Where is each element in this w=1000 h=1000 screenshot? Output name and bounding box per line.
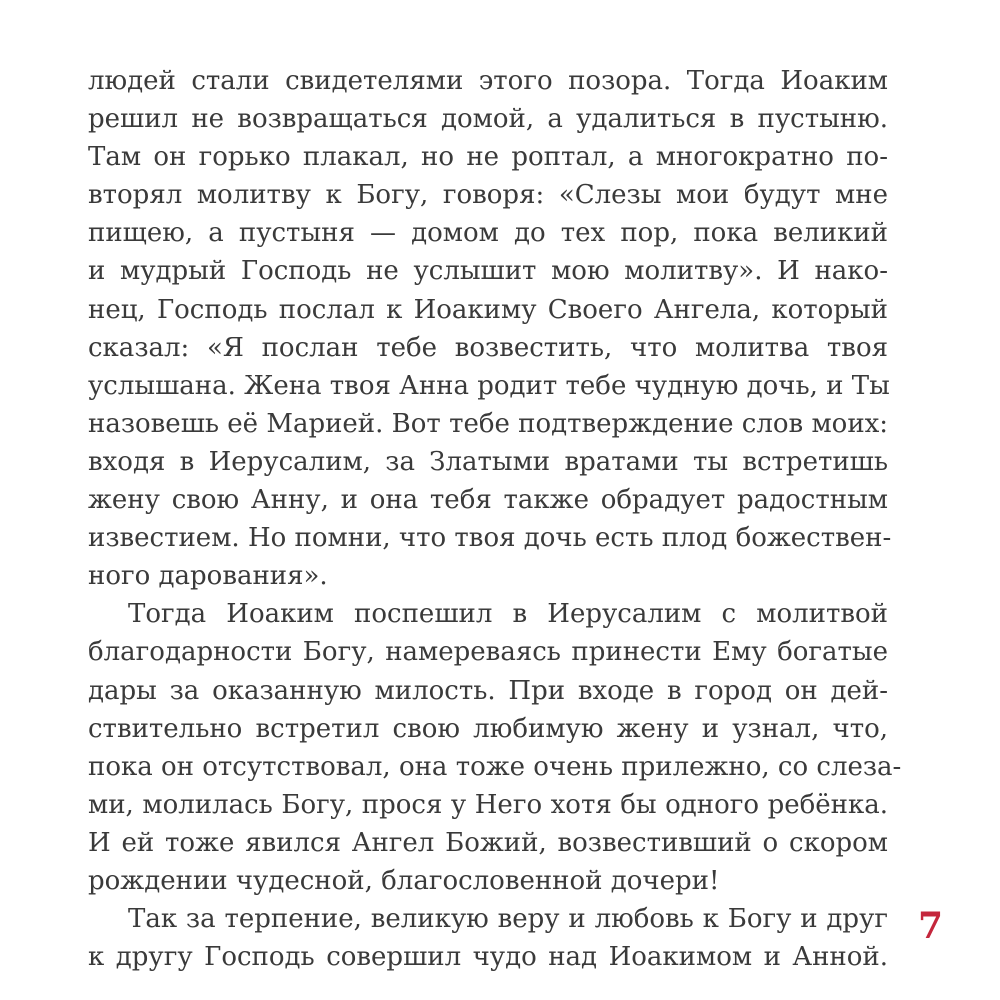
text-line: вторял молитву к Богу, говоря: «Слезы мои будут мне [88,180,888,211]
body-text [88,62,902,976]
text-line: нец, Господь послал к Иоакиму Своего Ангела, который [88,294,888,325]
text-line: назовешь её Марией. Вот тебе подтверждение слов моих: [88,408,889,439]
text-line: входя в Иерусалим, за Златыми вратами ты встретишь [88,446,888,477]
text-line: пищею, а пустыня — домом до тех пор, пока великий [88,218,888,249]
text-line: жену свою Анну, и она тебя также обрадует радостным [88,485,888,516]
paragraph [88,595,902,900]
text-line: Так за терпение, великую веру и любовь к Богу и друг [128,904,888,935]
text-line: решил не возвращаться домой, а удалиться в пустыню. [88,104,888,135]
text-line: благодарности Богу, намереваясь принести Ему богатые [88,637,888,668]
text-line: пока он отсутствовал, она тоже очень прилежно, со слеза- [88,751,902,782]
text-line: и мудрый Господь не услышит мою молитву». И нако- [88,256,888,287]
text-line: людей стали свидетелями этого позора. Тогда Иоаким [88,66,888,96]
text-line: Там он горько плакал, но не роптал, а многократно по- [88,142,888,173]
page-number: 7 [918,905,944,947]
text-line: И ей тоже явился Ангел Божий, возвестивший о скором [88,827,888,858]
text-line: сказал: «Я послан тебе возвестить, что молитва твоя [88,332,888,363]
text-line: известием. Но помни, что твоя дочь есть плод божествен- [88,523,892,554]
text-line: услышана. Жена твоя Анна родит тебе чудную дочь, и Ты [88,370,890,401]
text-line: ствительно встретил свою любимую жену и узнал, что, [88,713,888,744]
text-line: ми, молилась Богу, прося у Него хотя бы одного ребёнка. [88,789,888,820]
text-line: ного дарования». [88,561,328,592]
text-line: Тогда Иоаким поспешил в Иерусалим с молитвой [128,599,888,630]
paragraph [88,900,888,976]
paragraph [88,62,892,595]
text-line: дары за оказанную милость. При входе в город он дей- [88,675,888,706]
text-line: к другу Господь совершил чудо над Иоакимом и Анной. [88,942,888,973]
text-line: рождении чудесной, благословенной дочери! [88,865,720,896]
